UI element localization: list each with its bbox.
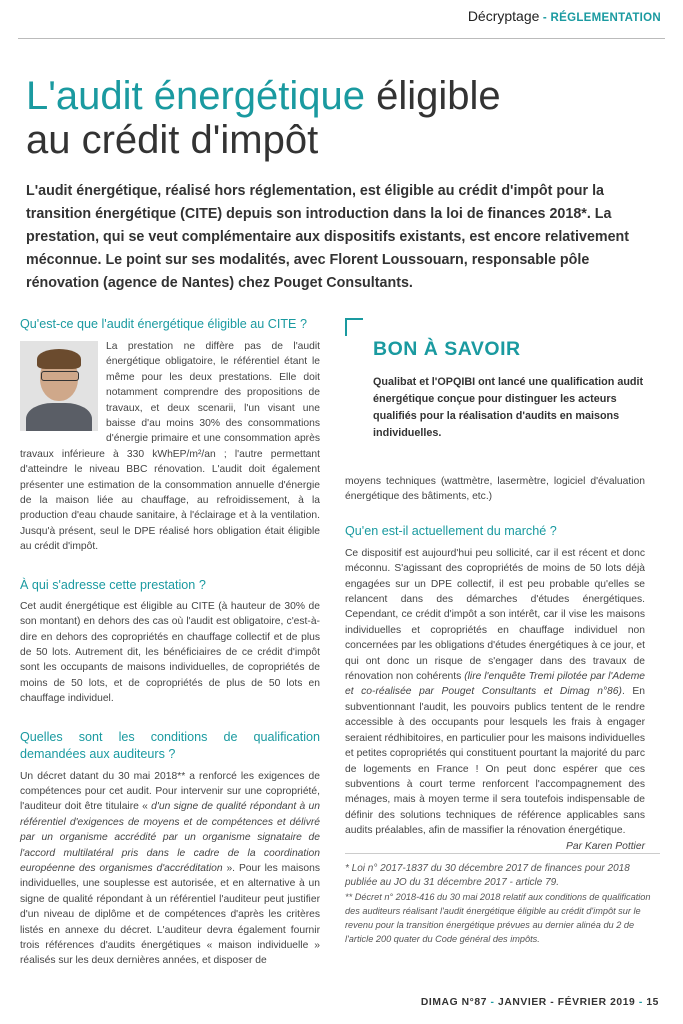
right-column <box>345 474 645 854</box>
footnotes <box>345 862 660 946</box>
section-dash: - <box>539 12 551 24</box>
magazine-name: DIMAG N°87 <box>420 997 488 1008</box>
left-paragraph-3: Un décret datant du 30 mai 2018** a renforcé les exigences de compétences pour cet audit. Pour intervenir sur une copropriété, l'auditeur doit être titulaire « d'un signe de qualité répondant à un référentiel d'exigences de moyens et de compétences et délivré par un organisme accrédité par un organisme signataire de l'accord multilatéral pris dans le cadre de la coordination européenne des organismes d'accréditation ». Pour les maisons individuelles, une souplesse est autorisée, et en alternative à un signe de qualité répondant à un référentiel l'auditeur peut justifier d'un niveau de diplôme et de compétences d'après les critères listés en annexe du décret. L'auditeur devra également fournir trois références d'audits énergétiques « maison individuelle » réalisés sur les deux dernières années, et disposer de <box>20 770 320 967</box>
author-signature: Par Karen Pottier <box>566 840 645 852</box>
bon-a-savoir-box <box>345 318 655 468</box>
left-paragraph-2: Cet audit énergétique est éligible au CITE (à hauteur de 30% de son montant) en dehors des cas où l'audit est obligatoire, c'est-à-dire en dehors des copropriétés en chauffage collectif et de plus de 50 lots. Autrement dit, les bénéficiaires de ce crédit d'impôt sont les occupants de maisons individuelles, de copropriétés de moins de 50 lots, et de copropriétés de plus de 50 lots en chauffage individuel. <box>20 600 320 705</box>
right-paragraph-1: Ce dispositif est aujourd'hui peu sollicité, car il est récent et donc méconnu. S'agissant des copropriétés de moins de 50 lots déjà engagées sur un DPE collectif, il est peu probable qu'elles se relancent dans des démarches d'études énergétiques. Cependant, ce crédit d'impôt a son intérêt, car il vise les maisons individuelles et copropriétés en chauffage individuel non concernées par les obligations d'études énergétiques à ce jour, et qui ont donc un risque de s'engager dans des travaux de rénovation non cohérents (lire l'enquête Tremi pilotée par l'Ademe et co-réalisée par Pouget Consultants et Dimag n°86). En subventionnant l'audit, les pouvoirs publics tentent de le rendre accessible à des occupants pour lesquels les frais à engager seraient rédhibitoires, en particulier pour les maisons individuelles et petites copropriétés qui constituent pourtant la majorité du parc de logements en France ! On peut donc espérer que ces subventions à court terme renforcent l'accompagnement des ménages, mais à moyen terme il sera toutefois indispensable de définir des solutions techniques de référence applicables sans audits préalables, afin de massifier la rénovation énergétique. <box>345 547 645 837</box>
footnote-2: ** Décret n° 2018-416 du 30 mai 2018 relatif aux conditions de qualification des auditeurs réalisant l'audit énergétique éligible au crédit d'impôt sur le revenu pour la transition énergétique prévues au dernier alinéa du 2 de l'article 200 quater du Code général des impôts. <box>345 892 651 944</box>
page-number: 15 <box>646 997 659 1008</box>
right-paragraph-0: moyens techniques (wattmètre, lasermètre, logiciel d'évaluation énergétique des bâtiments, etc.) <box>345 476 645 503</box>
footnotes-divider <box>345 853 660 854</box>
issue-date: JANVIER - FÉVRIER 2019 <box>498 997 636 1008</box>
title-part2: éligible <box>365 74 501 118</box>
right-heading-1: Qu'en est-il actuellement du marché ? <box>345 523 557 538</box>
article-lede: L'audit énergétique, réalisé hors réglementation, est éligible au crédit d'impôt pour la transition énergétique (CITE) depuis son introduction dans la loi de finances 2018*. La prestation, qui se veut complémentaire aux dispositifs existants, est encore relativement méconnue. Le point sur ses modalités, avec Florent Loussouarn, responsable pôle rénovation (agence de Nantes) chez Pouget Consultants. <box>26 183 630 291</box>
left-heading-2: À qui s'adresse cette prestation ? <box>20 577 206 592</box>
page-footer: DIMAG N°87 - JANVIER - FÉVRIER 2019 - 15 <box>420 997 659 1008</box>
left-heading-3: Quelles sont les conditions de qualification demandées aux auditeurs ? <box>20 729 320 761</box>
left-column <box>20 316 320 969</box>
section-name: Décryptage <box>467 8 540 24</box>
left-paragraph-1: La prestation ne diffère pas de l'audit énergétique obligatoire, le référentiel étant le même pour les deux prestations. Elle doit notamment comprendre des propositions de travaux, et deux scenarii, l'un visant une baisse d'au moins 30% des consommations d'énergie primaire et une consommation après travaux inférieure à 330 kWhEP/m²/an ; l'autre permettant d'atteindre le niveau BBC rénovation. L'audit doit également présenter une estimation de la consommation annuelle d'énergie de la maison liée au chauffage, au refroidissement, à la production d'eau chaude sanitaire, à l'éclairage et à la ventilation. Jusqu'à présent, seul le DPE réalisé hors obligation était éligible au crédit d'impôt. <box>20 341 320 553</box>
left-heading-1: Qu'est-ce que l'audit énergétique éligible au CITE ? <box>20 317 307 331</box>
header-divider <box>18 38 665 39</box>
title-line2: au crédit d'impôt <box>26 118 319 162</box>
box-title: BON À SAVOIR <box>373 338 521 360</box>
section-header <box>468 8 661 24</box>
title-part1: L'audit énergétique <box>26 74 366 118</box>
author-photo <box>20 341 98 431</box>
subsection-name: RÉGLEMENTATION <box>550 12 661 24</box>
footnote-1: * Loi n° 2017-1837 du 30 décembre 2017 de finances pour 2018 publiée au JO du 31 décembre 2017 - article 79. <box>345 863 630 888</box>
article-title <box>26 74 666 162</box>
box-text: Qualibat et l'OPQIBI ont lancé une qualification audit énergétique conçue pour distinguer les acteurs qualifiés pour la réalisation d'audits en maisons individuelles. <box>373 376 644 439</box>
